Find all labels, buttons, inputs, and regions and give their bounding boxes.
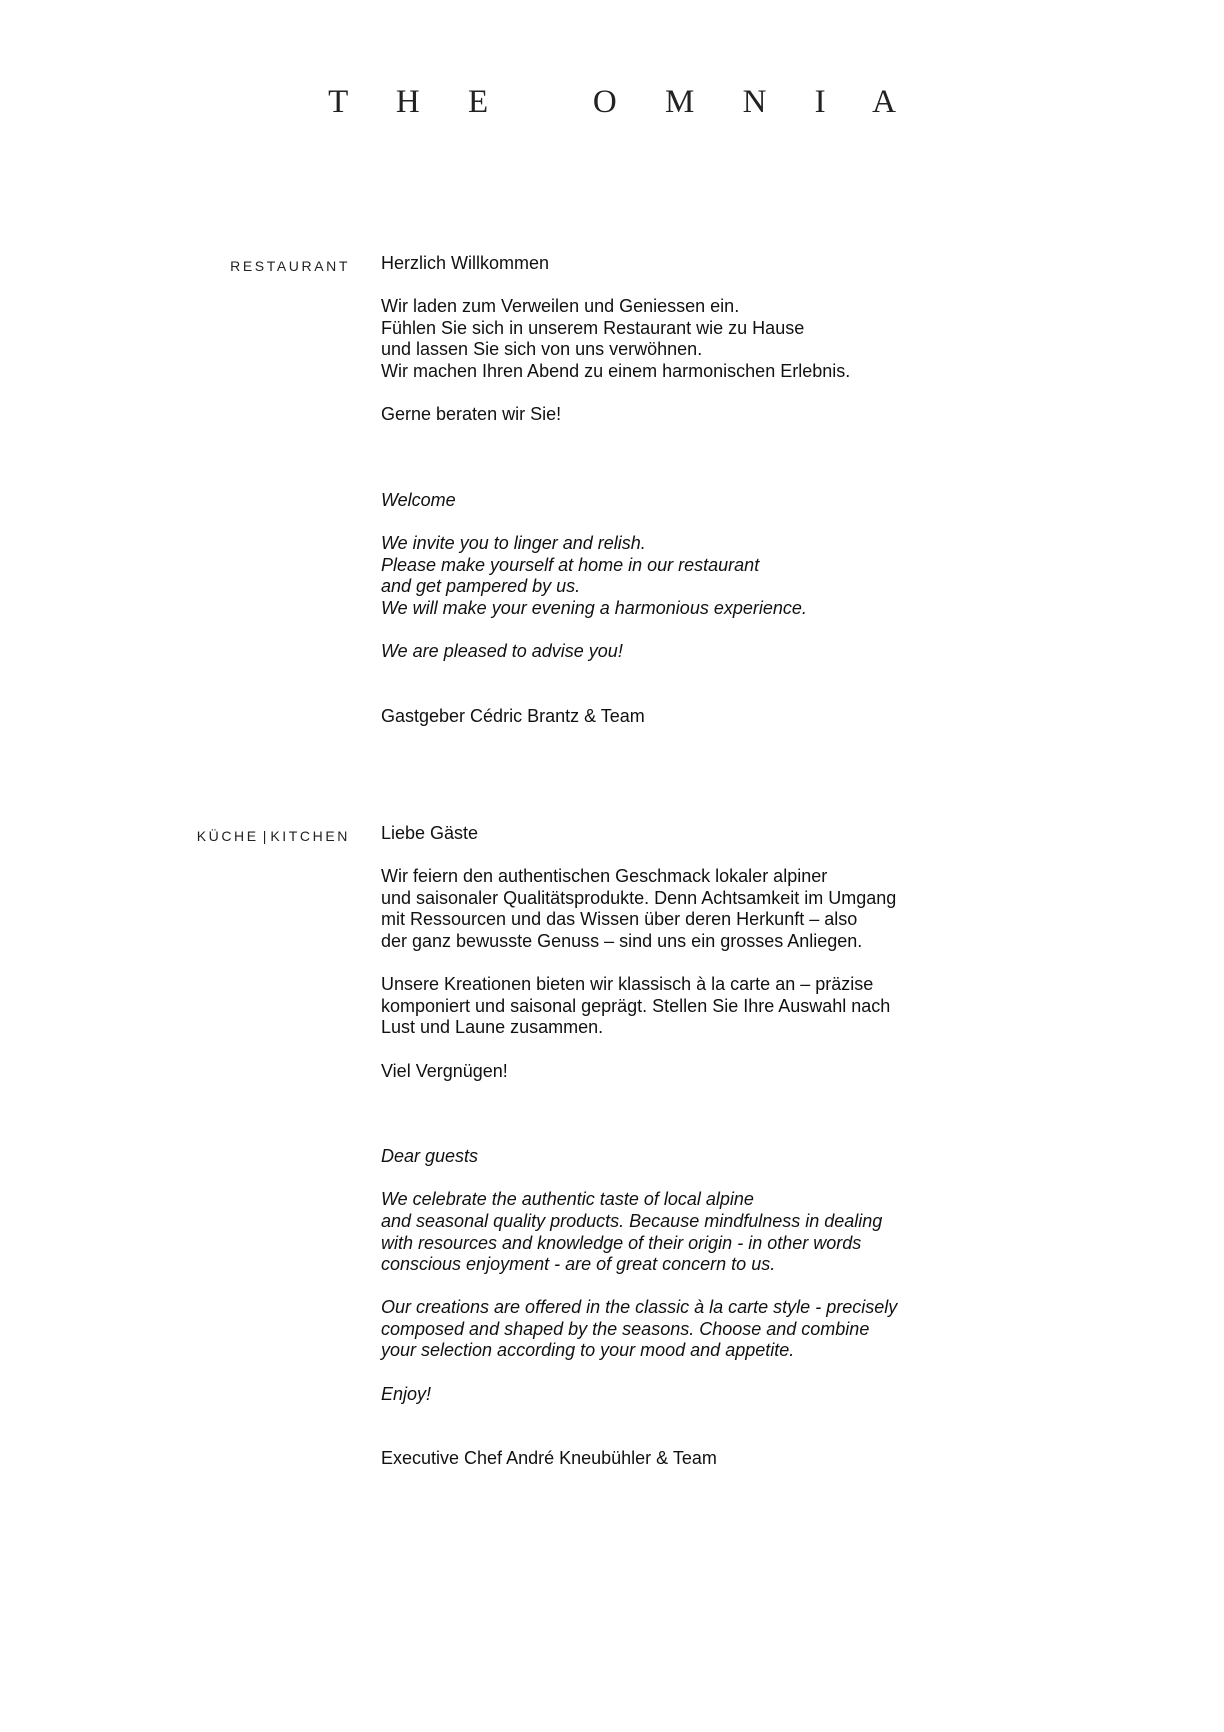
section-label-kitchen [197,828,350,844]
text-line: your selection according to your mood and appetite. [381,1340,795,1361]
text-line: and seasonal quality products. Because mindfulness in dealing [381,1210,883,1231]
text-line: Wir laden zum Verweilen und Geniessen ein. [381,296,740,317]
text-line: We invite you to linger and relish. [381,532,646,553]
restaurant-heading-en: Welcome [381,489,456,510]
section-label-kitchen-de: KÜCHE [196,828,259,844]
text-line: We celebrate the authentic taste of local alpine [381,1189,754,1210]
kitchen-section [381,823,1141,1470]
label-separator: | [262,828,267,844]
text-line: conscious enjoyment - are of great concern to us. [381,1254,776,1275]
restaurant-section [381,253,1141,727]
text-line: komponiert und saisonal geprägt. Stellen Sie Ihre Auswahl nach [381,995,891,1016]
restaurant-heading-de: Herzlich Willkommen [381,253,550,273]
kitchen-english-block [381,1146,1141,1405]
section-label-kitchen-en: KITCHEN [270,828,350,844]
text-line: Fühlen Sie sich in unserem Restaurant wie zu Hause [381,317,805,338]
kitchen-paragraph1-de [381,866,1141,952]
restaurant-paragraph-de [381,296,1141,382]
text-line: We will make your evening a harmonious experience. [381,597,807,618]
text-line: und lassen Sie sich von uns verwöhnen. [381,339,703,360]
kitchen-closing-de: Viel Vergnügen! [381,1060,508,1081]
text-line: der ganz bewusste Genuss – sind uns ein grosses Anliegen. [381,930,863,951]
logo-title: T H E O M N I A [328,84,916,120]
text-line: Our creations are offered in the classic à la carte style - precisely [381,1297,898,1318]
kitchen-heading-de: Liebe Gäste [381,823,479,843]
text-line: Wir feiern den authentischen Geschmack lokaler alpiner [381,866,828,887]
restaurant-signature: Gastgeber Cédric Brantz & Team [381,705,645,726]
text-line: composed and shaped by the seasons. Choose and combine [381,1318,870,1339]
section-label-restaurant: RESTAURANT [230,258,350,274]
restaurant-closing-en: We are pleased to advise you! [381,640,623,661]
kitchen-signature: Executive Chef André Kneubühler & Team [381,1448,717,1469]
text-line: mit Ressourcen und das Wissen über deren Herkunft – also [381,909,858,930]
text-line: Unsere Kreationen bieten wir klassisch à la carte an – präzise [381,974,874,995]
text-line: Please make yourself at home in our restaurant [381,554,760,575]
kitchen-paragraph2-de [381,974,1141,1039]
text-line: with resources and knowledge of their origin - in other words [381,1232,862,1253]
text-line: Wir machen Ihren Abend zu einem harmonischen Erlebnis. [381,360,851,381]
text-line: Lust und Laune zusammen. [381,1017,604,1038]
text-line: und saisonaler Qualitätsprodukte. Denn Achtsamkeit im Umgang [381,887,897,908]
kitchen-closing-en: Enjoy! [381,1383,432,1404]
restaurant-closing-de: Gerne beraten wir Sie! [381,404,562,425]
kitchen-heading-en: Dear guests [381,1146,479,1167]
restaurant-english-block [381,490,1141,663]
text-line: and get pampered by us. [381,576,581,597]
